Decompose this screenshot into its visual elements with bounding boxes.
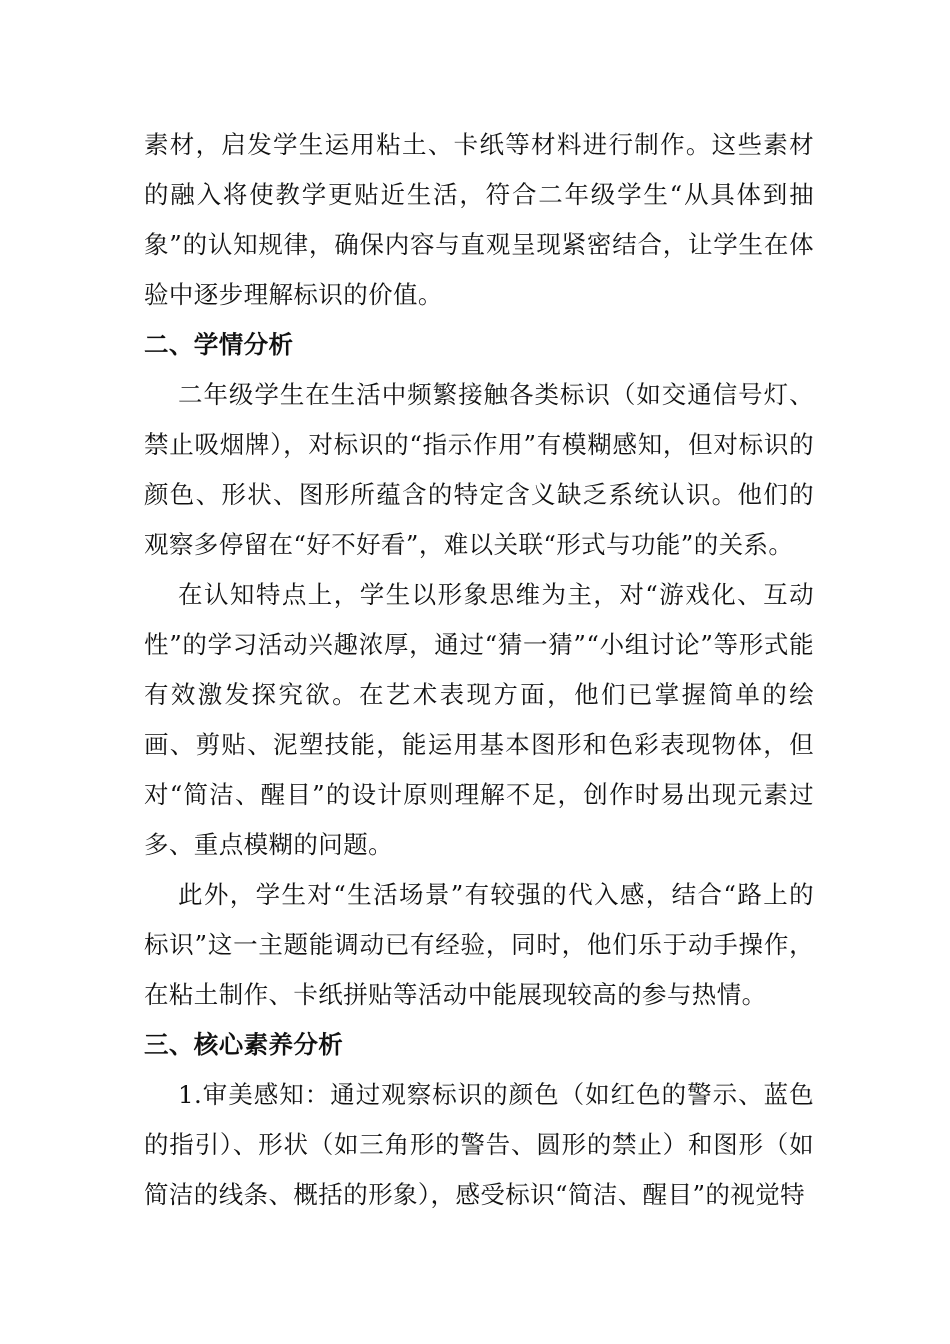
document-body [144, 120, 814, 1220]
intro-continuation-paragraph: 素材，启发学生运用粘土、卡纸等材料进行制作。这些素材的融入将使教学更贴近生活，符合二年级学生“从具体到抽象”的认知规律，确保内容与直观呈现紧密结合，让学生在体验中逐步理解标识的价值。 [144, 130, 814, 309]
core-literacy-paragraph-1: 1.审美感知：通过观察标识的颜色（如红色的警示、蓝色的指引）、形状（如三角形的警告、圆形的禁止）和图形（如简洁的线条、概括的形象），感受标识“简洁、醒目”的视觉特 [144, 1080, 814, 1209]
section-heading-core-literacy: 三、核心素养分析 [144, 1030, 344, 1059]
student-analysis-paragraph-2: 在认知特点上，学生以形象思维为主，对“游戏化、互动性”的学习活动兴趣浓厚，通过“猜一猜”“小组讨论”等形式能有效激发探究欲。在艺术表现方面，他们已掌握简单的绘画、剪贴、泥塑技能，能运用基本图形和色彩表现物体，但对“简洁、醒目”的设计原则理解不足，创作时易出现元素过多、重点模糊的问题。 [144, 580, 814, 859]
section-heading-student-analysis: 二、学情分析 [144, 330, 294, 359]
student-analysis-paragraph-1: 二年级学生在生活中频繁接触各类标识（如交通信号灯、禁止吸烟牌），对标识的“指示作用”有模糊感知，但对标识的颜色、形状、图形所蕴含的特定含义缺乏系统认识。他们的观察多停留在“好不好看”，难以关联“形式与功能”的关系。 [144, 380, 814, 559]
student-analysis-paragraph-3: 此外，学生对“生活场景”有较强的代入感，结合“路上的标识”这一主题能调动已有经验，同时，他们乐于动手操作，在粘土制作、卡纸拼贴等活动中能展现较高的参与热情。 [144, 880, 814, 1009]
